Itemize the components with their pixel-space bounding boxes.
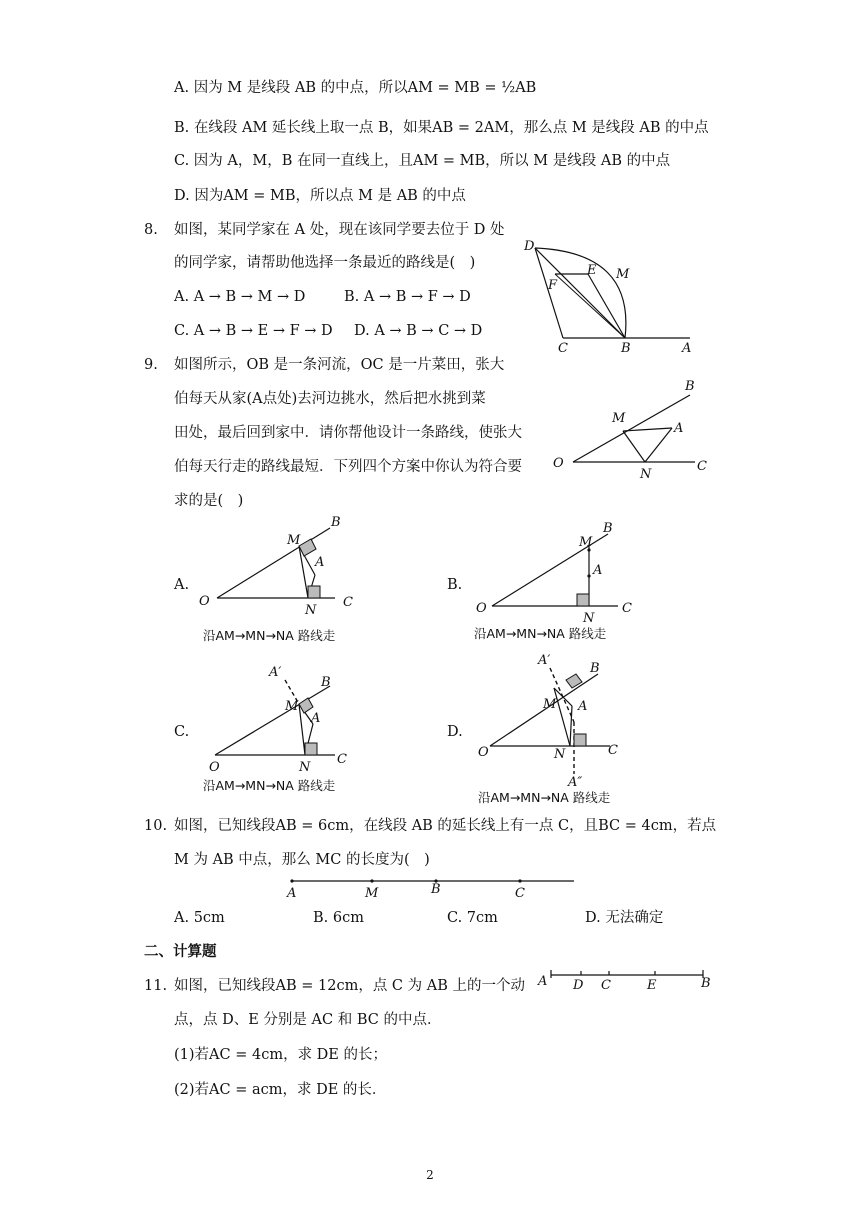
q11-subquestion-2: (2)若AC = acm，求 DE 的长．: [174, 1082, 387, 1098]
q9b-label-a: A: [593, 563, 603, 578]
q10-option-c: C. 7cm: [447, 910, 498, 926]
q10-text-line: M 为 AB 中点，那么 MC 的长度为( ): [174, 852, 430, 868]
q9-label-c: C: [697, 459, 707, 474]
q9b-label-m: M: [579, 535, 593, 550]
q10-option-b: B. 6cm: [313, 910, 364, 926]
q11-label-e: E: [647, 978, 657, 993]
q8-figure: [515, 232, 705, 357]
q9d-label-o: O: [478, 745, 489, 760]
q8-number: 8.: [144, 222, 158, 238]
q11-text-line: 如图，已知线段AB = 12cm，点 C 为 AB 上的一个动: [174, 978, 525, 994]
q9c-label-n: N: [299, 760, 311, 775]
q9-option-b: B.: [447, 577, 463, 593]
q9-label-o: O: [553, 456, 564, 471]
q11-figure: [535, 965, 715, 995]
q9-label-b: B: [685, 379, 695, 394]
q9c-label-m: M: [285, 699, 299, 714]
page-number: 2: [426, 1168, 434, 1182]
q9d-label-m: M: [543, 697, 557, 712]
q9-text-line: 田处，最后回到家中．请你帮他设计一条路线，使张大: [174, 425, 522, 441]
q9c-label-ap: A′: [269, 665, 282, 680]
q9-option-c: C.: [174, 724, 190, 740]
q8-option-b: B. A → B → F → D: [344, 289, 471, 305]
q9-number: 9.: [144, 357, 158, 373]
q9-option-d: D.: [447, 724, 463, 740]
q9-option-a: A.: [174, 577, 190, 593]
q8-text-line: 如图，某同学家在 A 处，现在该同学要去位于 D 处: [174, 222, 505, 238]
q9d-label-n: N: [554, 747, 566, 762]
q9a-label-c: C: [343, 595, 353, 610]
q10-label-b: B: [431, 882, 441, 897]
q9a-label-b: B: [331, 515, 341, 530]
q8-label-d: D: [524, 239, 535, 254]
q9-option-a-figure: [195, 512, 375, 647]
q9d-label-app: A″: [568, 775, 583, 790]
q8-option-d: D. A → B → C → D: [354, 323, 483, 339]
q9c-label-c: C: [337, 752, 347, 767]
q11-subquestion-1: (1)若AC = 4cm，求 DE 的长；: [174, 1047, 387, 1063]
q9d-label-ap: A′: [538, 653, 551, 668]
q9-label-n: N: [640, 467, 652, 482]
q9a-label-o: O: [199, 594, 210, 609]
q10-label-a: A: [287, 886, 297, 901]
q9b-caption: 沿AM→MN→NA 路线走: [474, 626, 607, 641]
section-heading: 二、计算题: [144, 943, 217, 960]
q9a-caption: 沿AM→MN→NA 路线走: [203, 628, 336, 643]
q9-label-a: A: [674, 421, 684, 436]
q9d-caption: 沿AM→MN→NA 路线走: [478, 790, 611, 805]
q9d-label-a: A: [578, 699, 588, 714]
q9b-label-o: O: [476, 601, 487, 616]
q10-option-a: A. 5cm: [174, 910, 225, 926]
q8-label-c: C: [558, 341, 568, 356]
q9-figure: [545, 370, 715, 485]
q9a-label-n: N: [305, 603, 317, 618]
q10-text-line: 如图，已知线段AB = 6cm，在线段 AB 的延长线上有一点 C，且BC = 4cm，若点: [174, 818, 717, 834]
q8-label-f: F: [548, 278, 558, 293]
q9-text-line: 伯每天行走的路线最短．下列四个方案中你认为符合要: [174, 459, 522, 475]
q11-label-a: A: [538, 974, 548, 989]
q10-number: 10.: [144, 818, 168, 834]
q8-label-a: A: [682, 341, 692, 356]
q9-text-line: 求的是( ): [174, 493, 244, 509]
q9b-label-n: N: [583, 611, 595, 626]
q7-option-b: B. 在线段 AM 延长线上取一点 B，如果AB = 2AM，那么点 M 是线段 AB 的中点: [174, 120, 709, 136]
q8-text-line: 的同学家，请帮助他选择一条最近的路线是( ): [174, 255, 476, 271]
q10-label-c: C: [515, 886, 525, 901]
q10-figure: [280, 872, 580, 902]
q9b-label-c: C: [622, 601, 632, 616]
q9-option-b-figure: [470, 512, 650, 647]
q9-text-line: 如图所示，OB 是一条河流，OC 是一片菜田，张大: [174, 357, 505, 373]
q9d-label-c: C: [608, 743, 618, 758]
q8-label-b: B: [621, 341, 631, 356]
q9-option-c-figure: [195, 660, 375, 800]
q9-text-line: 伯每天从家(A点处)去河边挑水，然后把水挑到菜: [174, 391, 486, 407]
q9a-label-a: A: [315, 555, 325, 570]
q10-label-m: M: [365, 886, 379, 901]
q9c-caption: 沿AM→MN→NA 路线走: [203, 778, 336, 793]
q7-option-c: C. 因为 A，M，B 在同一直线上，且AM = MB，所以 M 是线段 AB 的中点: [174, 153, 671, 169]
q9-label-m: M: [612, 411, 626, 426]
q8-label-e: E: [587, 263, 597, 278]
q8-label-m: M: [616, 267, 630, 282]
q8-option-a: A. A → B → M → D: [174, 289, 306, 305]
q7-option-a: A. 因为 M 是线段 AB 的中点，所以AM = MB = ½AB: [174, 80, 537, 96]
q9a-label-m: M: [287, 533, 301, 548]
q10-option-d: D. 无法确定: [585, 910, 664, 926]
q9c-label-a: A: [311, 711, 321, 726]
q9d-label-b: B: [590, 661, 600, 676]
q8-option-c: C. A → B → E → F → D: [174, 323, 333, 339]
q11-number: 11.: [144, 978, 168, 994]
q11-text-line: 点，点 D、E 分别是 AC 和 BC 的中点．: [174, 1012, 442, 1028]
q9c-label-b: B: [321, 675, 331, 690]
q9b-label-b: B: [603, 521, 613, 536]
q9-option-d-figure: [470, 650, 655, 808]
q11-label-c: C: [601, 978, 611, 993]
q7-option-d: D. 因为AM = MB，所以点 M 是 AB 的中点: [174, 188, 466, 204]
q9c-label-o: O: [209, 760, 220, 775]
q11-label-d: D: [573, 978, 584, 993]
q11-label-b: B: [701, 976, 711, 991]
